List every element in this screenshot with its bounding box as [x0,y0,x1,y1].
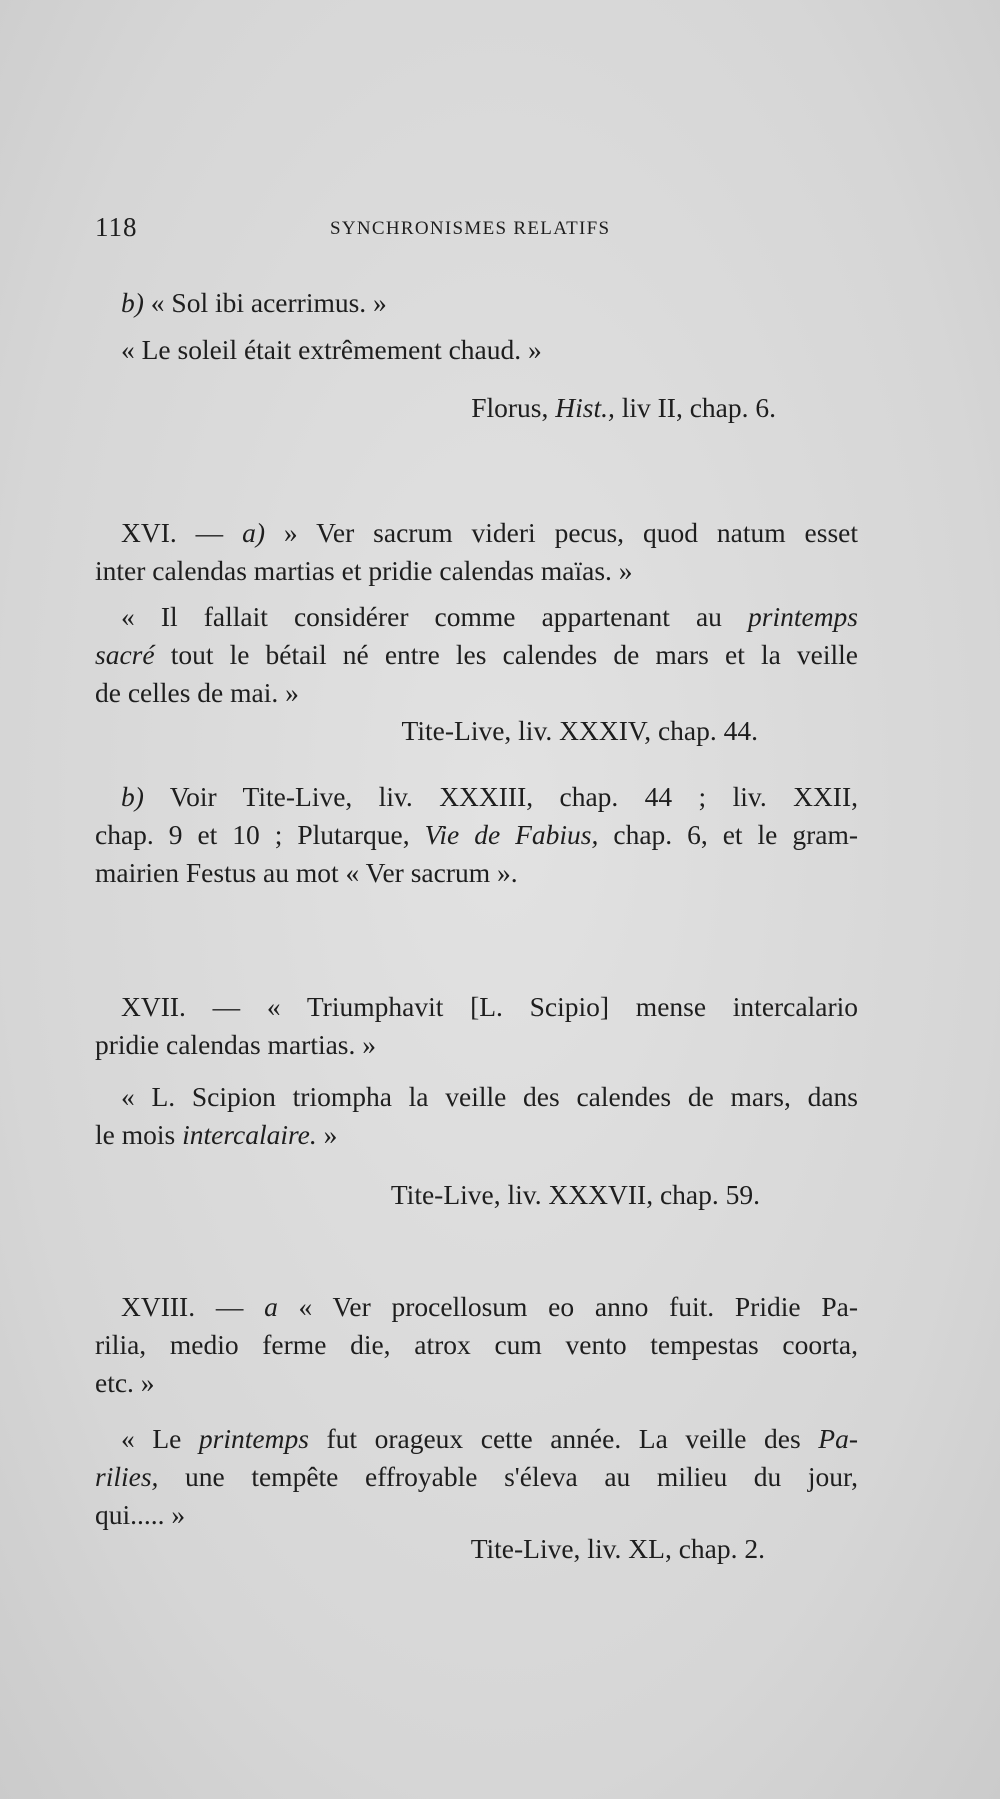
citation [95,389,858,427]
citation-ref: liv II, chap. 6. [614,392,776,423]
reference-text: chap. 6, et le gram- [598,819,859,850]
section-number: XVIII. — [121,1291,265,1322]
item-marker: a [264,1291,278,1322]
french-translation: fut orageux cette année. La veille des [308,1423,819,1454]
section-xviii [95,1288,858,1568]
text-line: qui..... » [95,1499,186,1530]
text-line [95,514,858,552]
text-line [95,284,858,322]
citation-author: Florus, [471,392,556,423]
french-translation: « Il fallait considérer comme appartenant au [121,601,748,632]
latin-quote: » Ver sacrum videri pecus, quod natum esset [265,517,858,548]
section-sol [95,284,858,427]
citation-work: Hist., [555,392,615,423]
french-translation: tout le bétail né entre les calendes de mars et la veille [154,639,858,670]
text-line [95,1420,858,1458]
text-line: « L. Scipion triompha la veille des calendes de mars, dans [121,1081,858,1112]
section-xvi [95,514,858,892]
italic-term: printemps [748,601,858,632]
latin-quote: « Ver procellosum eo anno fuit. Pridie Pa- [277,1291,858,1322]
french-translation: « Le [121,1423,199,1454]
text-line [95,1116,858,1154]
text-line [95,816,858,854]
italic-term: sacré [95,639,155,670]
italic-term: intercalaire. [182,1119,317,1150]
italic-title: Vie de Fabius, [424,819,599,850]
text-line [95,1288,858,1326]
section-number: XVI. — [121,517,243,548]
text-line [95,636,858,674]
item-marker: b) [121,781,144,812]
closing-quote: » [316,1119,338,1150]
citation: Tite-Live, liv. XL, chap. 2. [470,1533,765,1564]
page-number: 118 [95,212,138,242]
page-header [95,212,935,252]
citation: Tite-Live, liv. XXXVII, chap. 59. [390,1179,760,1210]
text-line: etc. » [95,1367,155,1398]
text-line: rilia, medio ferme die, atrox cum vento tempestas coorta, [95,1329,858,1360]
french-translation: une tempête effroyable s'éleva au milieu du jour, [158,1461,858,1492]
italic-term: Pa- [818,1423,858,1454]
text-line [95,1458,858,1496]
section-xvii [95,988,858,1214]
latin-quote: « Sol ibi acerrimus. » [143,287,387,318]
italic-term: printemps [198,1423,309,1454]
text-line: mairien Festus au mot « Ver sacrum ». [95,857,518,888]
citation: Tite-Live, liv. XXXIV, chap. 44. [401,715,758,746]
running-head: SYNCHRONISMES RELATIFS [330,218,611,239]
french-translation: « Le soleil était extrêmement chaud. » [121,334,542,365]
french-translation: le mois [95,1119,183,1150]
reference-text: Voir Tite-Live, liv. XXXIII, chap. 44 ; liv. XXII, [143,781,858,812]
text-line [95,598,858,636]
reference-text: chap. 9 et 10 ; Plutarque, [95,819,425,850]
italic-term: rilies, [95,1461,159,1492]
text-line: pridie calendas martias. » [95,1029,377,1060]
item-marker: b) [121,287,144,318]
text-line: XVII. — « Triumphavit [L. Scipio] mense intercalario [121,991,858,1022]
text-line: inter calendas martias et pridie calendas maïas. » [95,555,633,586]
text-line: de celles de mai. » [95,677,299,708]
item-marker: a) [242,517,266,548]
text-line [95,778,858,816]
